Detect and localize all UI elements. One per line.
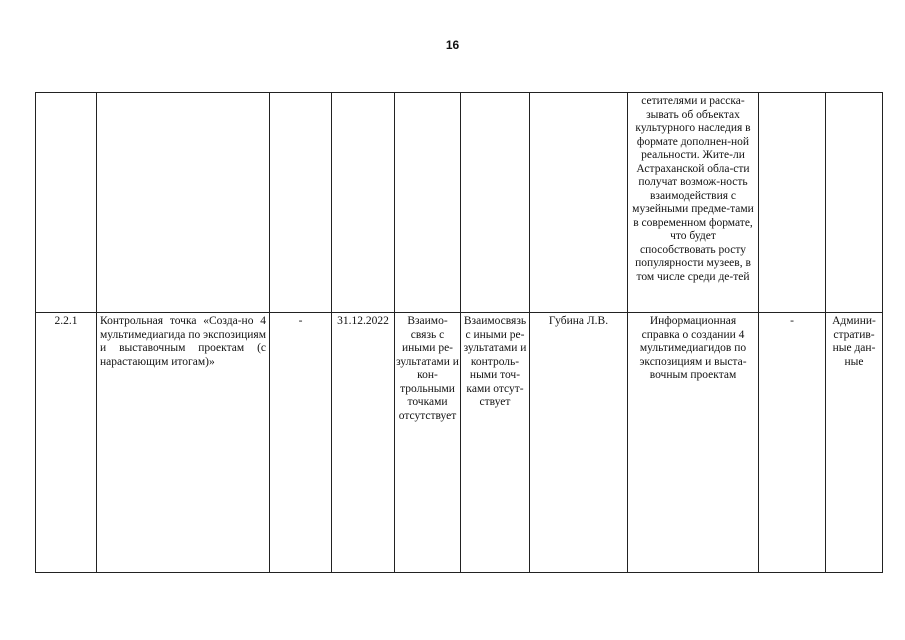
cell-number-empty [36, 93, 97, 313]
cell-responsible-empty [530, 93, 628, 313]
cell-start-empty [270, 93, 332, 313]
cell-relation-next: Взаимосвязь с иными ре-зультатами и контроль-ными точ-ками отсут-ствует [461, 313, 530, 573]
plan-table [35, 92, 883, 573]
cell-end-empty [332, 93, 395, 313]
cell-start-date: - [270, 313, 332, 573]
cell-relation-next-empty [461, 93, 530, 313]
cell-level-empty [759, 93, 826, 313]
table-row-continuation [36, 93, 883, 313]
cell-relation-prev-empty [395, 93, 461, 313]
page-number: 16 [445, 38, 460, 52]
cell-relation-previous: Взаимо-связь с иными ре-зультатами и кон-трольными точками отсутствует [395, 313, 461, 573]
cell-name-empty [97, 93, 270, 313]
cell-responsible: Губина Л.В. [530, 313, 628, 573]
table-row [36, 313, 883, 573]
cell-result-description: Информационная справка о создании 4 мультимедиагидов по экспозициям и выста-вочным проектам [628, 313, 759, 573]
cell-row-number: 2.2.1 [36, 313, 97, 573]
cell-source-empty [826, 93, 883, 313]
cell-end-date: 31.12.2022 [332, 313, 395, 573]
cell-info-source: Админи-стратив-ные дан-ные [826, 313, 883, 573]
cell-checkpoint-name: Контрольная точка «Созда-но 4 мультимедиагида по экспозициям и выставочным проектам (с нарастающим итогам)» [97, 313, 270, 573]
cell-result-continuation: сетителями и расска-зывать об объектах культурного наследия в формате дополнен-ной реальности. Жите-ли Астраханской обла-сти получат возмож-ность взаимодействия с музейными предме-тами в современном формате, что будет способствовать росту популярности музеев, в том числе среди де-тей [628, 93, 759, 313]
cell-level: - [759, 313, 826, 573]
